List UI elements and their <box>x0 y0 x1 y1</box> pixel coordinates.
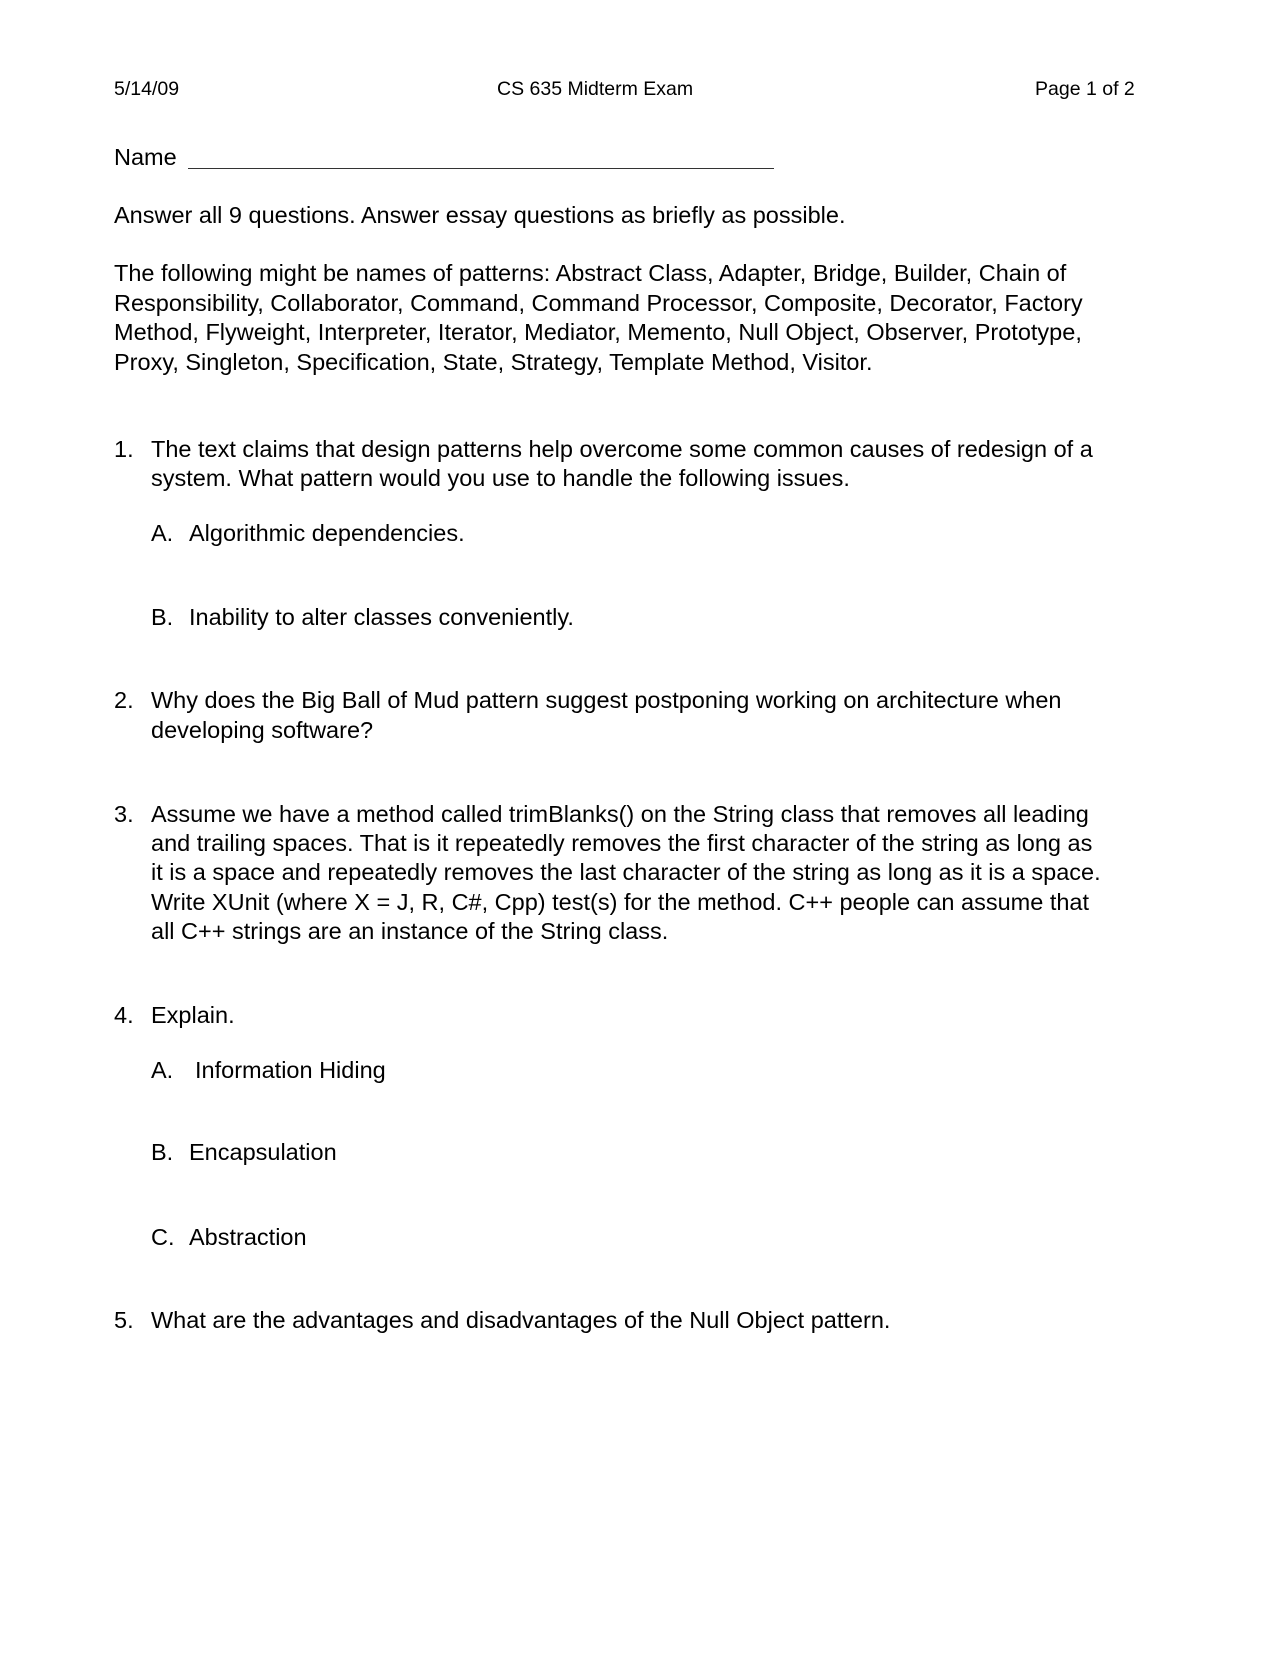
part-text: Algorithmic dependencies. <box>189 520 465 546</box>
instructions: Answer all 9 questions. Answer essay questions as briefly as possible. <box>114 202 846 228</box>
question-text: developing software? <box>151 717 374 743</box>
question-text: Why does the Big Ball of Mud pattern suggest postponing working on architecture when <box>151 687 1062 713</box>
question-number: 4. <box>114 1002 134 1028</box>
question-text: it is a space and repeatedly removes the last character of the string as long as it is a space. <box>151 859 1101 885</box>
question-text: What are the advantages and disadvantages of the Null Object pattern. <box>151 1307 891 1333</box>
question-text: The text claims that design patterns help overcome some common causes of redesign of a <box>151 436 1093 462</box>
question-number: 5. <box>114 1307 134 1333</box>
question-text: Explain. <box>151 1002 235 1028</box>
question-number: 1. <box>114 436 134 462</box>
question-text: Assume we have a method called trimBlanks() on the String class that removes all leading <box>151 801 1089 827</box>
header-page-number: Page 1 of 2 <box>1035 78 1135 100</box>
question-number: 2. <box>114 687 134 713</box>
patterns-line: Proxy, Singleton, Specification, State, Strategy, Template Method, Visitor. <box>114 349 873 375</box>
part-label: C. <box>151 1224 175 1250</box>
part-label: B. <box>151 1139 174 1165</box>
part-text: Encapsulation <box>189 1139 337 1165</box>
header-date: 5/14/09 <box>114 78 180 100</box>
patterns-line: Responsibility, Collaborator, Command, Command Processor, Composite, Decorator, Factory <box>114 290 1083 316</box>
patterns-line: Method, Flyweight, Interpreter, Iterator, Mediator, Memento, Null Object, Observer, Prototype, <box>114 319 1082 345</box>
question-text: and trailing spaces. That is it repeatedly removes the first character of the string as long as <box>151 830 1093 856</box>
part-text: Abstraction <box>189 1224 307 1250</box>
part-label: A. <box>151 520 174 546</box>
question-text: Write XUnit (where X = J, R, C#, Cpp) test(s) for the method. C++ people can assume that <box>151 889 1090 915</box>
patterns-line: The following might be names of patterns: Abstract Class, Adapter, Bridge, Builder, Chain of <box>114 260 1067 286</box>
part-text: Inability to alter classes conveniently. <box>189 604 574 630</box>
header-title: CS 635 Midterm Exam <box>497 78 694 100</box>
part-label: B. <box>151 604 174 630</box>
question-text: system. What pattern would you use to handle the following issues. <box>151 465 850 491</box>
part-label: A. <box>151 1057 174 1083</box>
question-number: 3. <box>114 801 134 827</box>
part-text: Information Hiding <box>195 1057 386 1083</box>
name-label: Name <box>114 144 177 170</box>
question-text: all C++ strings are an instance of the String class. <box>151 918 669 944</box>
name-blank-line <box>188 168 774 169</box>
